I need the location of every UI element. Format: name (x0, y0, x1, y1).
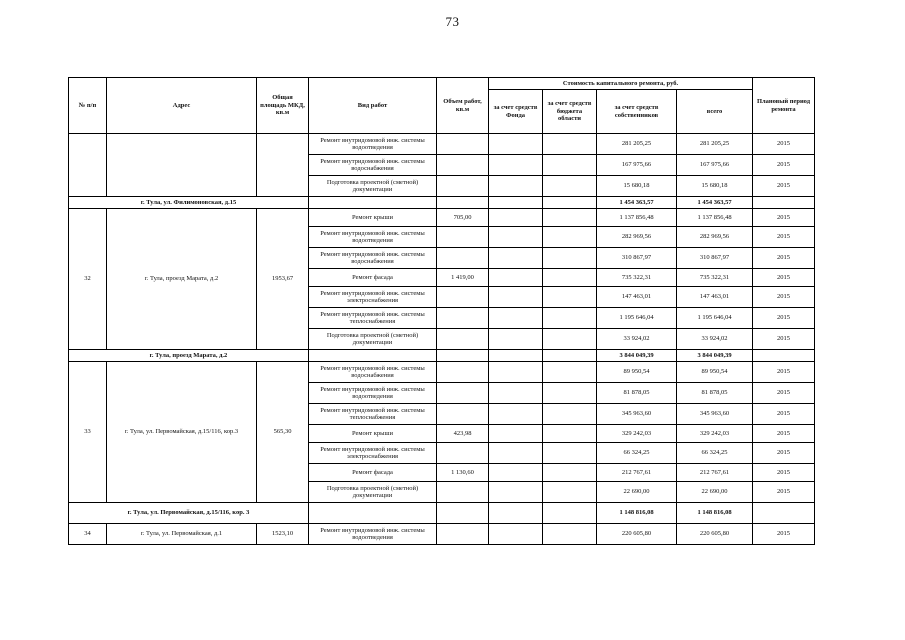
cell-fund (489, 443, 543, 464)
cell-area: 1953,67 (257, 209, 309, 350)
total-total: 1 148 816,08 (677, 503, 753, 524)
cell-budget (543, 482, 597, 503)
cell-total: 81 878,05 (677, 383, 753, 404)
cell-area (257, 134, 309, 197)
cell-volume: 705,00 (437, 209, 489, 227)
cell-work: Подготовка проектной (сметной) документации (309, 176, 437, 197)
cell-owners: 282 969,56 (597, 227, 677, 248)
header-area: Общая площадь МКД, кв.м (257, 78, 309, 134)
cell-fund (489, 329, 543, 350)
cell-total: 220 605,80 (677, 524, 753, 545)
cell-work: Ремонт внутридомовой инж. системы водоснабжения (309, 362, 437, 383)
cell-owners: 1 137 856,48 (597, 209, 677, 227)
cell-year: 2015 (753, 404, 815, 425)
capital-repair-table (68, 77, 815, 545)
cell-year: 2015 (753, 383, 815, 404)
cell-budget (543, 209, 597, 227)
cell-year: 2015 (753, 329, 815, 350)
cell-total: 22 690,00 (677, 482, 753, 503)
total-owners: 1 148 816,08 (597, 503, 677, 524)
cell-empty (543, 503, 597, 524)
cell-area: 1523,10 (257, 524, 309, 545)
cell-no: 33 (69, 362, 107, 503)
cell-fund (489, 482, 543, 503)
cell-budget (543, 524, 597, 545)
cell-year: 2015 (753, 524, 815, 545)
table-row (69, 209, 815, 227)
header-no: № п/п (69, 78, 107, 134)
cell-fund (489, 209, 543, 227)
cell-total: 1 195 646,04 (677, 308, 753, 329)
cell-work: Ремонт крыши (309, 425, 437, 443)
cell-address: г. Тула, ул. Первомайская, д.1 (107, 524, 257, 545)
cell-budget (543, 464, 597, 482)
cell-volume (437, 524, 489, 545)
header-fund: за счет средств Фонда (489, 90, 543, 134)
header-year: Плановый период ремонта (753, 78, 815, 134)
cell-fund (489, 383, 543, 404)
cell-year: 2015 (753, 227, 815, 248)
cell-owners: 15 680,18 (597, 176, 677, 197)
cell-year: 2015 (753, 464, 815, 482)
cell-fund (489, 404, 543, 425)
total-row (69, 350, 815, 362)
cell-volume (437, 155, 489, 176)
cell-year: 2015 (753, 308, 815, 329)
cell-no: 34 (69, 524, 107, 545)
table-row (69, 134, 815, 155)
cell-total: 89 950,54 (677, 362, 753, 383)
cell-budget (543, 155, 597, 176)
header-total: всего (677, 90, 753, 134)
cell-no (69, 134, 107, 197)
cell-volume (437, 404, 489, 425)
cell-budget (543, 443, 597, 464)
cell-volume (437, 482, 489, 503)
header-budget: за счет средств бюджета области (543, 90, 597, 134)
total-label: г. Тула, ул. Первомайская, д.15/116, кор. 3 (69, 503, 309, 524)
header-owners: за счет средств собственников (597, 90, 677, 134)
cell-fund (489, 524, 543, 545)
cell-work: Ремонт внутридомовой инж. системы водоотведения (309, 227, 437, 248)
total-row (69, 503, 815, 524)
cell-year: 2015 (753, 248, 815, 269)
cell-owners: 1 195 646,04 (597, 308, 677, 329)
cell-address: г. Тула, проезд Марата, д.2 (107, 209, 257, 350)
cell-year: 2015 (753, 134, 815, 155)
cell-budget (543, 287, 597, 308)
cell-budget (543, 362, 597, 383)
cell-total: 147 463,01 (677, 287, 753, 308)
cell-owners: 81 878,05 (597, 383, 677, 404)
cell-total: 167 975,66 (677, 155, 753, 176)
header-cost-group: Стоимость капитального ремонта, руб. (489, 78, 753, 90)
total-owners: 1 454 363,57 (597, 197, 677, 209)
cell-budget (543, 269, 597, 287)
cell-owners: 310 867,97 (597, 248, 677, 269)
cell-empty (437, 503, 489, 524)
cell-total: 329 242,03 (677, 425, 753, 443)
total-row (69, 197, 815, 209)
cell-fund (489, 287, 543, 308)
cell-volume (437, 134, 489, 155)
cell-volume: 1 130,60 (437, 464, 489, 482)
total-total: 3 844 049,39 (677, 350, 753, 362)
cell-no: 32 (69, 209, 107, 350)
cell-work: Подготовка проектной (сметной) документации (309, 482, 437, 503)
cell-fund (489, 227, 543, 248)
cell-volume (437, 248, 489, 269)
cell-empty (309, 503, 437, 524)
cell-total: 735 322,31 (677, 269, 753, 287)
cell-owners: 89 950,54 (597, 362, 677, 383)
cell-year: 2015 (753, 362, 815, 383)
cell-address: г. Тула, ул. Первомайская, д.15/116, кор.3 (107, 362, 257, 503)
cell-total: 33 924,02 (677, 329, 753, 350)
cell-empty (753, 350, 815, 362)
cell-budget (543, 329, 597, 350)
total-label: г. Тула, ул. Филимоновская, д.15 (69, 197, 309, 209)
cell-address (107, 134, 257, 197)
cell-year: 2015 (753, 443, 815, 464)
cell-fund (489, 269, 543, 287)
cell-work: Ремонт фасада (309, 464, 437, 482)
table-row (69, 524, 815, 545)
total-label: г. Тула, проезд Марата, д.2 (69, 350, 309, 362)
cell-owners: 167 975,66 (597, 155, 677, 176)
cell-empty (437, 350, 489, 362)
cell-empty (309, 197, 437, 209)
cell-empty (489, 197, 543, 209)
cell-owners: 66 324,25 (597, 443, 677, 464)
cell-fund (489, 248, 543, 269)
cell-year: 2015 (753, 269, 815, 287)
cell-empty (489, 350, 543, 362)
cell-owners: 147 463,01 (597, 287, 677, 308)
cell-volume (437, 287, 489, 308)
total-total: 1 454 363,57 (677, 197, 753, 209)
cell-empty (543, 197, 597, 209)
cell-empty (489, 503, 543, 524)
cell-fund (489, 176, 543, 197)
cell-empty (753, 503, 815, 524)
cell-volume (437, 383, 489, 404)
cell-fund (489, 464, 543, 482)
cell-volume: 1 419,00 (437, 269, 489, 287)
cell-work: Ремонт внутридомовой инж. системы водоснабжения (309, 248, 437, 269)
cell-work: Ремонт внутридомовой инж. системы водоснабжения (309, 155, 437, 176)
cell-area: 565,30 (257, 362, 309, 503)
cell-owners: 735 322,31 (597, 269, 677, 287)
cell-total: 345 963,60 (677, 404, 753, 425)
cell-total: 281 205,25 (677, 134, 753, 155)
header-volume: Объем работ, кв.м (437, 78, 489, 134)
cell-year: 2015 (753, 425, 815, 443)
cell-year: 2015 (753, 155, 815, 176)
cell-owners: 212 767,61 (597, 464, 677, 482)
cell-fund (489, 425, 543, 443)
cell-volume (437, 329, 489, 350)
cell-budget (543, 248, 597, 269)
cell-work: Ремонт внутридомовой инж. системы водоотведения (309, 134, 437, 155)
cell-volume (437, 362, 489, 383)
cell-empty (753, 197, 815, 209)
cell-owners: 329 242,03 (597, 425, 677, 443)
cell-fund (489, 134, 543, 155)
cell-total: 1 137 856,48 (677, 209, 753, 227)
cell-budget (543, 176, 597, 197)
cell-budget (543, 308, 597, 329)
cell-empty (437, 197, 489, 209)
cell-owners: 281 205,25 (597, 134, 677, 155)
cell-work: Ремонт внутридомовой инж. системы теплоснабжения (309, 404, 437, 425)
cell-budget (543, 227, 597, 248)
cell-volume (437, 443, 489, 464)
cell-volume (437, 308, 489, 329)
cell-work: Ремонт внутридомовой инж. системы водоотведения (309, 524, 437, 545)
cell-work: Ремонт внутридомовой инж. системы теплоснабжения (309, 308, 437, 329)
cell-total: 282 969,56 (677, 227, 753, 248)
cell-work: Ремонт крыши (309, 209, 437, 227)
header-work: Вид работ (309, 78, 437, 134)
cell-fund (489, 155, 543, 176)
cell-empty (543, 350, 597, 362)
cell-fund (489, 308, 543, 329)
cell-work: Подготовка проектной (сметной) документации (309, 329, 437, 350)
total-owners: 3 844 049,39 (597, 350, 677, 362)
cell-owners: 220 605,80 (597, 524, 677, 545)
cell-budget (543, 404, 597, 425)
cell-owners: 33 924,02 (597, 329, 677, 350)
cell-year: 2015 (753, 209, 815, 227)
cell-work: Ремонт внутридомовой инж. системы электроснабжения (309, 287, 437, 308)
cell-work: Ремонт фасада (309, 269, 437, 287)
cell-volume (437, 176, 489, 197)
cell-total: 310 867,97 (677, 248, 753, 269)
cell-owners: 345 963,60 (597, 404, 677, 425)
cell-volume (437, 227, 489, 248)
cell-year: 2015 (753, 176, 815, 197)
cell-empty (309, 350, 437, 362)
cell-total: 15 680,18 (677, 176, 753, 197)
cell-volume: 423,98 (437, 425, 489, 443)
cell-total: 66 324,25 (677, 443, 753, 464)
cell-work: Ремонт внутридомовой инж. системы электроснабжения (309, 443, 437, 464)
table-row (69, 362, 815, 383)
cell-owners: 22 690,00 (597, 482, 677, 503)
cell-budget (543, 425, 597, 443)
cell-budget (543, 383, 597, 404)
cell-year: 2015 (753, 287, 815, 308)
cell-budget (543, 134, 597, 155)
cell-total: 212 767,61 (677, 464, 753, 482)
cell-work: Ремонт внутридомовой инж. системы водоотведения (309, 383, 437, 404)
cell-fund (489, 362, 543, 383)
page-number: 73 (445, 14, 460, 29)
header-address: Адрес (107, 78, 257, 134)
cell-year: 2015 (753, 482, 815, 503)
